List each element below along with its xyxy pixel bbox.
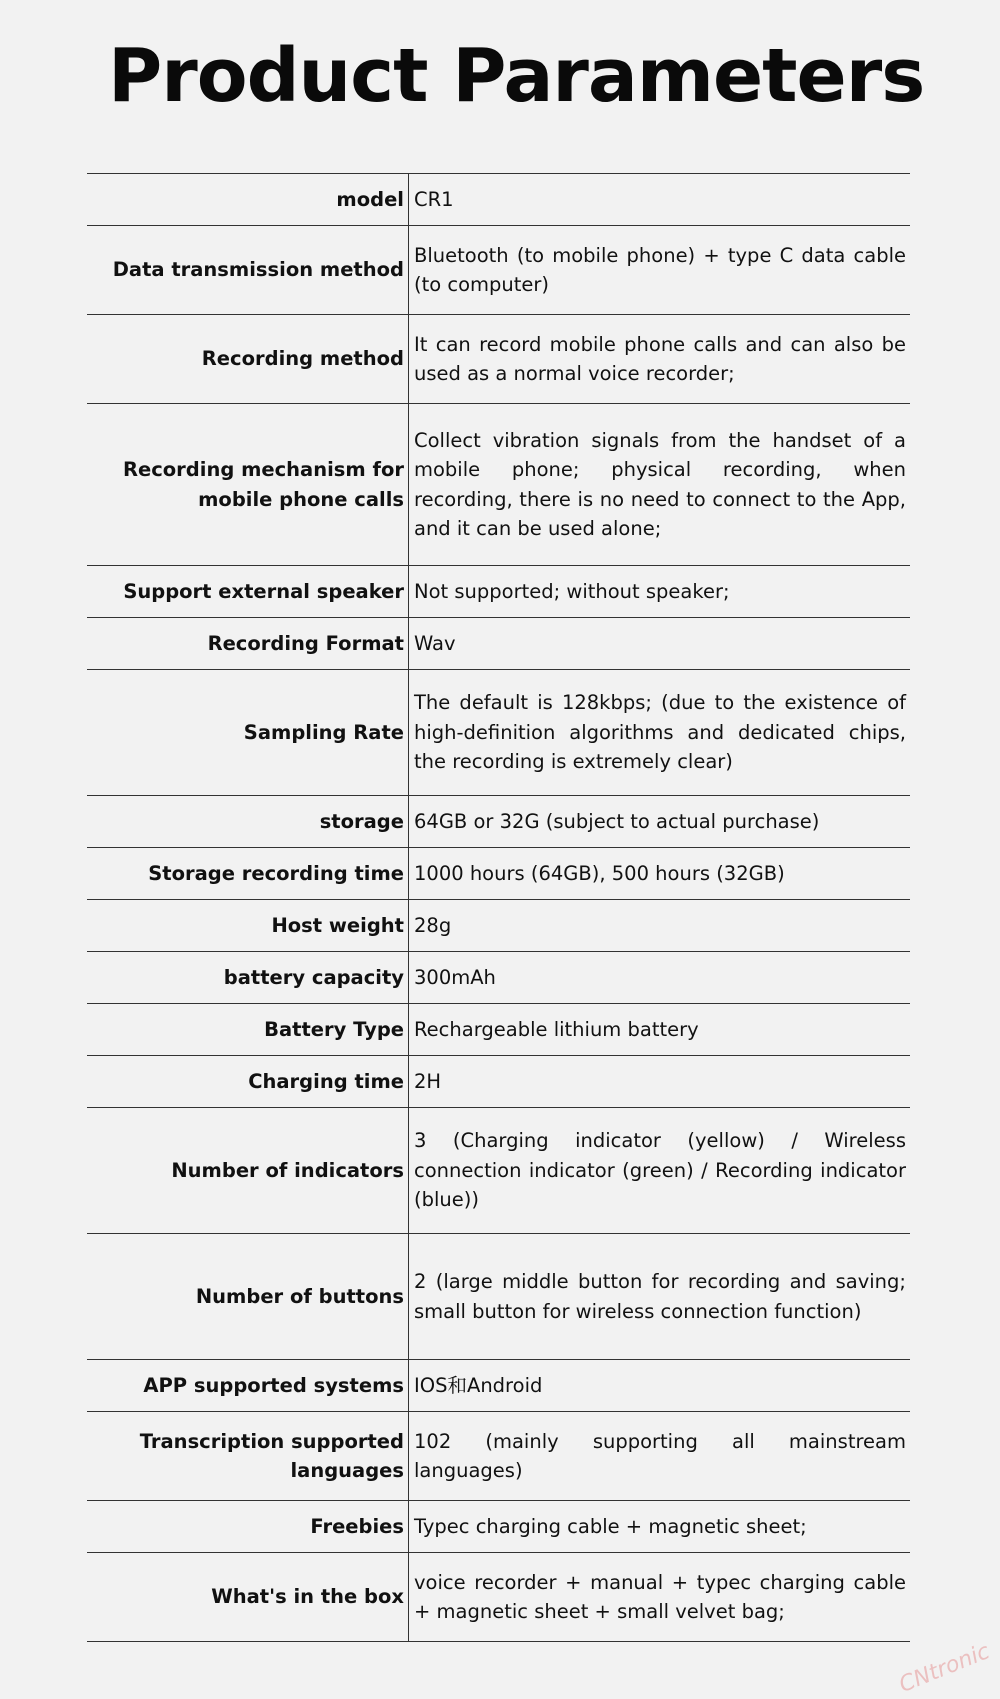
row-value: 2H — [414, 1069, 442, 1093]
row-value: Typec charging cable + magnetic sheet; — [414, 1514, 807, 1538]
table-row — [87, 404, 910, 566]
row-label: storage — [87, 796, 409, 848]
row-value: Bluetooth (to mobile phone) + type C data cable (to computer) — [414, 243, 906, 296]
row-label: model — [87, 174, 409, 226]
row-value: Not supported; without speaker; — [414, 579, 730, 603]
table-row — [87, 670, 910, 796]
row-value: 2 (large middle button for recording and saving; small button for wireless connection function) — [414, 1270, 906, 1323]
watermark-logo: CNtronic — [895, 1639, 994, 1698]
row-label: What's in the box — [87, 1553, 409, 1642]
row-value: 64GB or 32G (subject to actual purchase) — [414, 809, 820, 833]
row-label: Transcription supported languages — [87, 1412, 409, 1501]
row-value: voice recorder + manual + typec charging cable + magnetic sheet + small velvet bag; — [414, 1570, 906, 1623]
row-label: Recording Format — [87, 618, 409, 670]
table-row — [87, 315, 910, 404]
row-value: Rechargeable lithium battery — [414, 1017, 699, 1041]
row-value: 102 (mainly supporting all mainstream languages) — [414, 1429, 906, 1482]
page-title: Product Parameters — [108, 33, 925, 119]
row-label: Storage recording time — [87, 848, 409, 900]
parameters-table — [87, 173, 910, 1642]
row-value: 1000 hours (64GB), 500 hours (32GB) — [414, 861, 785, 885]
row-value: Collect vibration signals from the handset of a mobile phone; physical recording, when recording, there is no need to connect to the App, and it can be used alone; — [414, 428, 906, 540]
table-row — [87, 1501, 910, 1553]
row-label: Number of buttons — [87, 1234, 409, 1360]
row-value: The default is 128kbps; (due to the existence of high-definition algorithms and dedicated chips, the recording is extremely clear) — [414, 691, 906, 774]
row-label: battery capacity — [87, 952, 409, 1004]
table-row — [87, 848, 910, 900]
row-value: 3 (Charging indicator (yellow) / Wireless connection indicator (green) / Recording indicator (blue)) — [414, 1129, 906, 1212]
row-label: APP supported systems — [87, 1360, 409, 1412]
table-row — [87, 1108, 910, 1234]
row-value: 28g — [414, 913, 452, 937]
table-row — [87, 1412, 910, 1501]
table-row — [87, 1360, 910, 1412]
row-label: Recording mechanism for mobile phone calls — [87, 404, 409, 566]
row-value: IOS和Android — [414, 1373, 543, 1397]
table-row — [87, 1056, 910, 1108]
row-value: 300mAh — [414, 965, 496, 989]
row-label: Charging time — [87, 1056, 409, 1108]
row-value: CR1 — [414, 187, 454, 211]
table-row — [87, 1004, 910, 1056]
table-row — [87, 618, 910, 670]
table-row — [87, 226, 910, 315]
table-row — [87, 1234, 910, 1360]
row-label: Sampling Rate — [87, 670, 409, 796]
table-row — [87, 796, 910, 848]
row-label: Support external speaker — [87, 566, 409, 618]
table-row — [87, 566, 910, 618]
table-row — [87, 174, 910, 226]
row-value: It can record mobile phone calls and can also be used as a normal voice recorder; — [414, 332, 906, 385]
row-label: Recording method — [87, 315, 409, 404]
table-row — [87, 900, 910, 952]
row-label: Battery Type — [87, 1004, 409, 1056]
row-label: Host weight — [87, 900, 409, 952]
row-label: Freebies — [87, 1501, 409, 1553]
row-label: Data transmission method — [87, 226, 409, 315]
table-row — [87, 952, 910, 1004]
row-value: Wav — [414, 631, 456, 655]
table-row — [87, 1553, 910, 1642]
row-label: Number of indicators — [87, 1108, 409, 1234]
